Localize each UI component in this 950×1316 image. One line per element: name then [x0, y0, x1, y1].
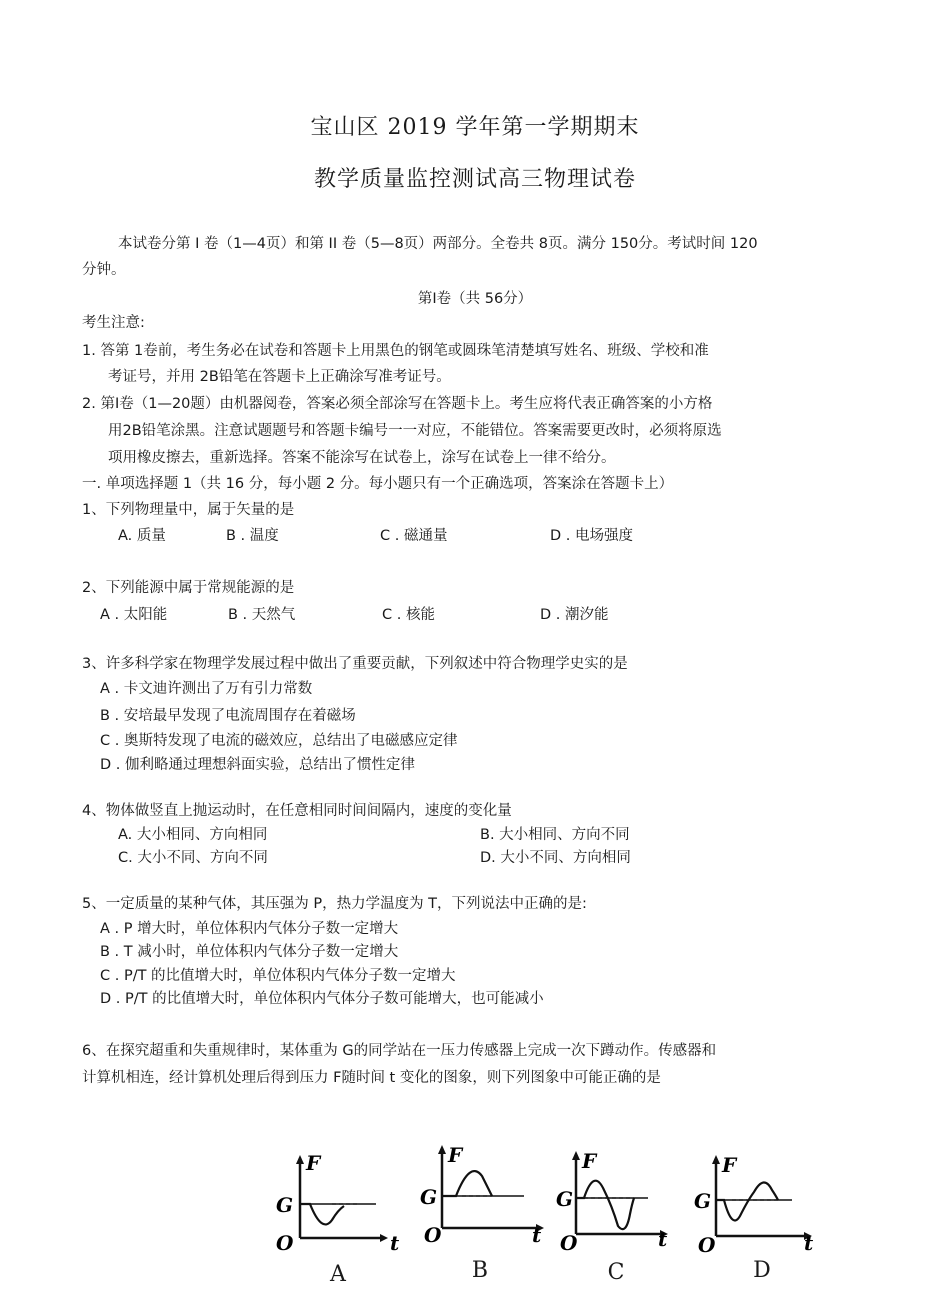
- graph-b-origin-label: O: [424, 1223, 442, 1247]
- q6-stem-line1: 6、在探究超重和失重规律时，某体重为 G的同学站在一压力传感器上完成一次下蹲动作。传感器和: [82, 1043, 717, 1059]
- graph-b-t-label: t: [532, 1223, 542, 1247]
- notice-item2-line3: 项用橡皮擦去，重新选择。答案不能涂写在试卷上，涂写在试卷上一律不给分。: [108, 450, 616, 466]
- q2-option-a: A . 太阳能: [100, 607, 168, 623]
- graph-a-origin-label: O: [276, 1231, 294, 1255]
- graph-b-caption: B: [471, 1258, 489, 1283]
- q5-option-d: D . P/T 的比值增大时，单位体积内气体分子数可能增大，也可能减小: [100, 991, 544, 1007]
- q1-option-d: D . 电场强度: [550, 528, 633, 544]
- q4-option-d: D. 大小不同、方向相同: [480, 850, 631, 866]
- graph-a-g-label: G: [276, 1193, 294, 1217]
- q2-option-c: C . 核能: [382, 607, 435, 623]
- q5-option-c: C . P/T 的比值增大时，单位体积内气体分子数一定增大: [100, 968, 456, 984]
- graph-c-caption: C: [607, 1260, 625, 1285]
- graph-d-f-label: F: [722, 1153, 737, 1177]
- q2-option-b: B . 天然气: [228, 607, 296, 623]
- exam-title-line1: 宝山区 2019 学年第一学期期末: [310, 115, 640, 140]
- graph-a-f-label: F: [306, 1151, 321, 1175]
- graph-d-origin-label: O: [698, 1233, 716, 1257]
- q4-option-a: A. 大小相同、方向相同: [118, 827, 268, 843]
- q2-option-d: D . 潮汐能: [540, 607, 609, 623]
- q3-stem: 3、许多科学家在物理学发展过程中做出了重要贡献，下列叙述中符合物理学史实的是: [82, 656, 628, 672]
- graph-c-origin-label: O: [560, 1231, 578, 1255]
- q4-option-b: B. 大小相同、方向不同: [480, 827, 630, 843]
- notice-item1-line1: 1. 答第 1卷前，考生务必在试卷和答题卡上用黑色的钢笔或圆珠笔清楚填写姓名、班级、学校和准: [82, 343, 709, 359]
- graph-c-t-label: t: [658, 1227, 668, 1251]
- graph-d-t-label: t: [804, 1231, 814, 1255]
- q5-option-a: A . P 增大时，单位体积内气体分子数一定增大: [100, 921, 399, 937]
- graph-c: [556, 1146, 676, 1255]
- q3-option-a: A . 卡文迪许测出了万有引力常数: [100, 681, 313, 697]
- graph-c-f-label: F: [582, 1149, 597, 1173]
- graph-d: [692, 1150, 822, 1257]
- graph-b: [418, 1140, 548, 1247]
- graph-d-caption: D: [753, 1258, 771, 1283]
- graph-a-caption: A: [330, 1262, 346, 1287]
- intro-line2: 分钟。: [82, 262, 126, 278]
- graph-b-f-label: F: [448, 1143, 463, 1167]
- graph-a-t-label: t: [390, 1231, 400, 1255]
- part1-heading: 第Ⅰ卷（共 56分）: [417, 291, 533, 307]
- section1-heading: 一. 单项选择题 1（共 16 分，每小题 2 分。每小题只有一个正确选项，答案涂在答题卡上）: [82, 476, 674, 492]
- q3-option-d: D . 伽利略通过理想斜面实验，总结出了惯性定律: [100, 757, 415, 773]
- q6-stem-line2: 计算机相连，经计算机处理后得到压力 F随时间 t 变化的图象，则下列图象中可能正确的是: [82, 1070, 661, 1086]
- intro-line1: 本试卷分第 I 卷（1—4页）和第 II 卷（5—8页）两部分。全卷共 8页。满分 150分。考试时间 120: [118, 236, 758, 252]
- notice-item1-line2: 考证号，并用 2B铅笔在答题卡上正确涂写准考证号。: [108, 369, 451, 385]
- q3-option-c: C . 奥斯特发现了电流的磁效应，总结出了电磁感应定律: [100, 733, 458, 749]
- notice-item2-line2: 用2B铅笔涂黑。注意试题题号和答题卡编号一一对应，不能错位。答案需要更改时，必须将原选: [108, 423, 722, 439]
- notice-heading: 考生注意:: [82, 315, 145, 331]
- q1-option-a: A. 质量: [118, 528, 166, 544]
- q5-stem: 5、一定质量的某种气体，其压强为 P，热力学温度为 T，下列说法中正确的是:: [82, 896, 587, 912]
- q4-stem: 4、物体做竖直上抛运动时，在任意相同时间间隔内，速度的变化量: [82, 803, 512, 819]
- notice-item2-line1: 2. 第Ⅰ卷（1—20题）由机器阅卷，答案必须全部涂写在答题卡上。考生应将代表正确答案的小方格: [82, 396, 713, 412]
- q1-option-c: C . 磁通量: [380, 528, 448, 544]
- q4-option-c: C. 大小不同、方向不同: [118, 850, 268, 866]
- graph-a: [272, 1150, 400, 1255]
- q3-option-b: B . 安培最早发现了电流周围存在着磁场: [100, 708, 356, 724]
- graph-c-g-label: G: [556, 1187, 574, 1211]
- q1-option-b: B . 温度: [226, 528, 279, 544]
- q1-stem: 1、下列物理量中，属于矢量的是: [82, 502, 295, 518]
- q5-option-b: B . T 减小时，单位体积内气体分子数一定增大: [100, 944, 399, 960]
- graph-d-g-label: G: [694, 1189, 712, 1213]
- q2-stem: 2、下列能源中属于常规能源的是: [82, 580, 295, 596]
- exam-title-line2: 教学质量监控测试高三物理试卷: [313, 167, 636, 192]
- graph-b-g-label: G: [420, 1185, 438, 1209]
